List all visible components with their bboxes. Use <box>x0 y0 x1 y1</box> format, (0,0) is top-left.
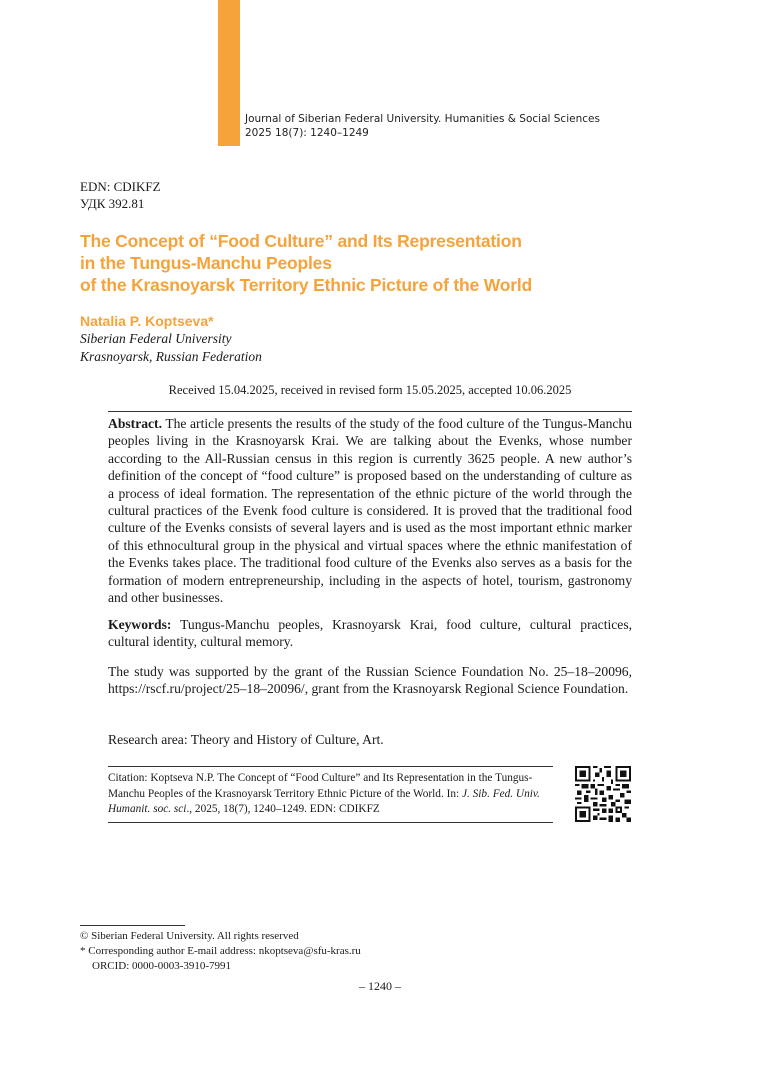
citation-text: Citation: Koptseva N.P. The Concept of “Food Culture” and Its Representation in the Tungus-Manchu Peoples of the Krasnoyarsk Territory Ethnic Picture of the World. In: <box>108 772 533 800</box>
citation-journal: J. Sib. Fed. Univ. Humanit. soc. sci <box>108 787 540 815</box>
journal-header <box>245 112 600 140</box>
udk-code: УДК 392.81 <box>80 196 145 211</box>
research-area: Research area: Theory and History of Culture, Art. <box>108 732 384 747</box>
corresponding-author-note: * Corresponding author E-mail address: nkoptseva@sfu-kras.ru <box>80 945 361 957</box>
abstract-text: The article presents the results of the study of the food culture of the Tungus-Manchu peoples living in the Krasnoyarsk Krai. We are talking about the Evenks, whose number according to the All-Russian census in this region is currently 3625 people. A new author’s definition of the concept of “food culture” is proposed based on the understanding of culture as a process of ideal formation. The representation of the ethnic picture of the world through the cultural practices of the Evenk food culture is considered. It is proved that the traditional food culture of the Evenks consists of several layers and is used as the most important ethnic marker of this ethnocultural group in the physical and virtual spaces where the ethnic manifestation of the Evenks takes place. The traditional food culture of the Evenks also serves as a basis for the formation of modern entrepreneurship, including in the aspects of hotel, tourism, gastronomy and other businesses. <box>108 416 632 606</box>
author-location: Krasnoyarsk, Russian Federation <box>80 349 262 364</box>
journal-title: Journal of Siberian Federal University. Humanities & Social Sciences <box>245 113 600 125</box>
title-line-1: The Concept of “Food Culture” and Its Representation <box>80 231 522 251</box>
keywords-text: Tungus-Manchu peoples, Krasnoyarsk Krai, food culture, cultural practices, cultural identity, cultural memory. <box>108 617 633 650</box>
identifiers <box>80 178 161 212</box>
author-block <box>80 312 262 366</box>
abstract-label: Abstract. <box>108 416 162 431</box>
author-affiliation: Siberian Federal University <box>80 331 232 346</box>
author-name: Natalia P. Koptseva* <box>80 313 214 329</box>
journal-issue: 2025 18(7): 1240–1249 <box>245 127 369 139</box>
citation-top-rule <box>108 766 553 767</box>
title-line-2: in the Tungus-Manchu Peoples <box>80 253 332 273</box>
abstract-top-rule <box>108 411 632 412</box>
orcid-note: ORCID: 0000-0003-3910-7991 <box>92 960 232 972</box>
qr-code-icon <box>575 766 631 822</box>
accent-bar <box>218 0 240 146</box>
footnote-rule <box>80 925 185 926</box>
citation-tail: ., 2025, 18(7), 1240–1249. EDN: CDIKFZ <box>186 803 380 815</box>
received-dates: Received 15.04.2025, received in revised form 15.05.2025, accepted 10.06.2025 <box>168 383 572 397</box>
copyright-note: © Siberian Federal University. All rights reserved <box>80 930 299 942</box>
keywords-label: Keywords: <box>108 617 172 632</box>
abstract <box>108 415 632 606</box>
page-number: – 1240 – <box>359 979 401 993</box>
footnotes <box>80 929 361 974</box>
title-line-3: of the Krasnoyarsk Territory Ethnic Picture of the World <box>80 275 532 295</box>
keywords <box>108 616 632 651</box>
funding-note: The study was supported by the grant of the Russian Science Foundation No. 25–18–20096, https://rscf.ru/project/25–18–20096/, grant from the Krasnoyarsk Regional Science Foundation. <box>108 664 632 697</box>
article-title <box>80 230 532 296</box>
edn-code: EDN: CDIKFZ <box>80 179 161 194</box>
citation <box>108 771 553 818</box>
citation-bottom-rule <box>108 822 553 823</box>
